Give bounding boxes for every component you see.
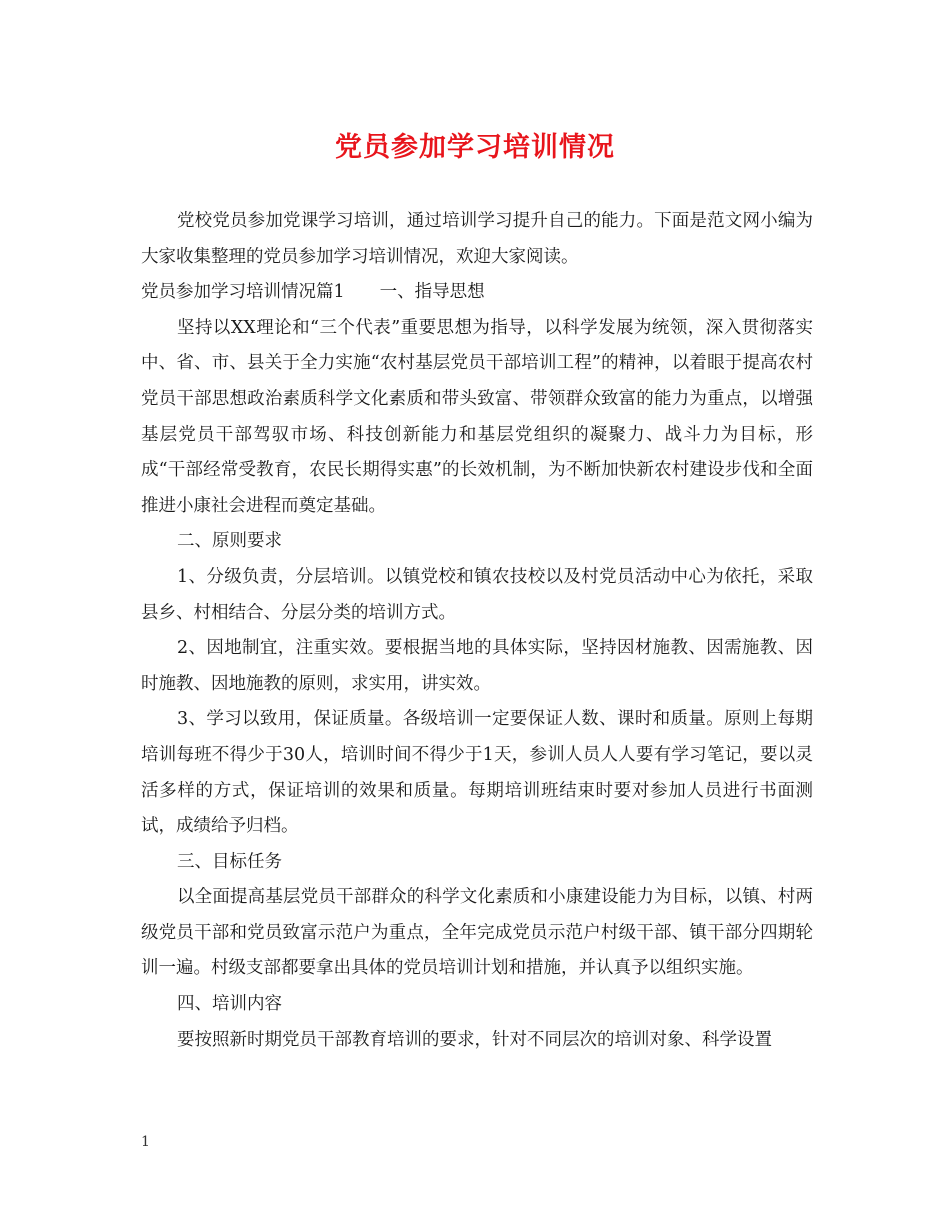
page-number: 1 (141, 1134, 150, 1150)
document-title: 党员参加学习培训情况 (335, 132, 615, 163)
paragraph-principle-2: 2、因地制宜，注重实效。要根据当地的具体实际，坚持因材施教、因需施教、因时施教、因地施教的原则，求实用，讲实效。 (141, 638, 813, 694)
paragraph-intro: 党校党员参加党课学习培训，通过培训学习提升自己的能力。下面是范文网小编为大家收集整理的党员参加学习培训情况，欢迎大家阅读。 (141, 211, 813, 267)
paragraph-principle-3: 3、学习以致用，保证质量。各级培训一定要保证人数、课时和质量。原则上每期培训每班不得少于30人，培训时间不得少于1天，参训人员人人要有学习笔记，要以灵活多样的方式，保证培训的效果和质量。每期培训班结束时要对参加人员进行书面测试，成绩给予归档。 (141, 709, 813, 837)
heading-content: 四、培训内容 (177, 994, 282, 1015)
paragraph-guiding-thought: 坚持以XX理论和“三个代表”重要思想为指导，以科学发展为统领，深入贯彻落实中、省、市、县关于全力实施“农村基层党员干部培训工程”的精神，以着眼于提高农村党员干部思想政治素质科学文化素质和带头致富、带领群众致富的能力为重点，以增强基层党员干部驾驭市场、科技创新能力和基层党组织的凝聚力、战斗力为目标，形成“干部经常受教育，农民长期得实惠”的长效机制，为不断加快新农村建设步伐和全面推进小康社会进程而奠定基础。 (141, 317, 813, 516)
heading-principles: 二、原则要求 (177, 531, 282, 552)
paragraph-goals: 以全面提高基层党员干部群众的科学文化素质和小康建设能力为目标，以镇、村两级党员干部和党员致富示范户为重点，全年完成党员示范户村级干部、镇干部分四期轮训一遍。村级支部都要拿出具体的党员培训计划和措施，并认真予以组织实施。 (141, 887, 813, 979)
paragraph-content: 要按照新时期党员干部教育培训的要求，针对不同层次的培训对象、科学设置 (177, 1029, 772, 1050)
paragraph-section-heading: 党员参加学习培训情况篇1 一、指导思想 (141, 282, 485, 303)
heading-goals: 三、目标任务 (177, 851, 282, 872)
document-body (141, 204, 813, 1058)
paragraph-principle-1: 1、分级负责，分层培训。以镇党校和镇农技校以及村党员活动中心为依托，采取县乡、村相结合、分层分类的培训方式。 (141, 566, 813, 623)
